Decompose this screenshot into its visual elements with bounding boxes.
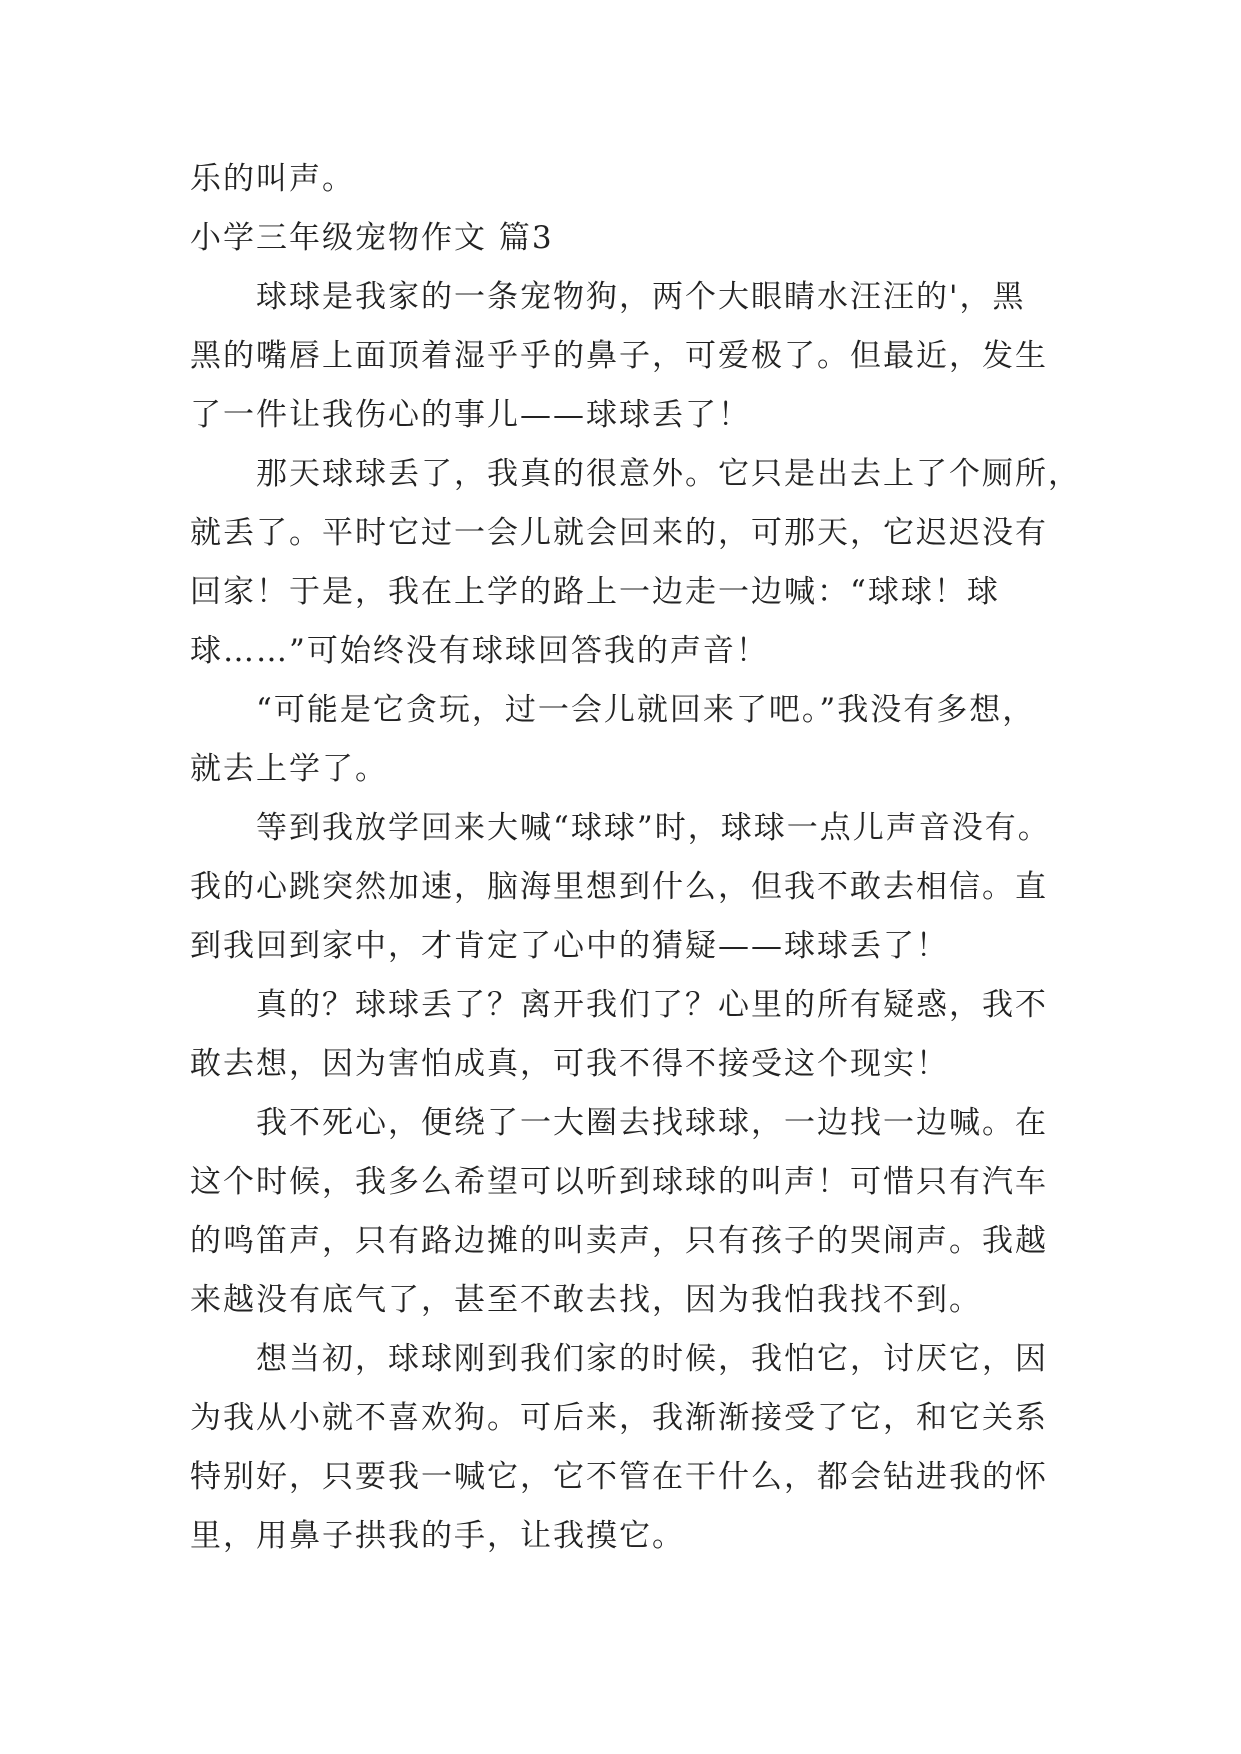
text-line: 就去上学了。 <box>190 751 388 787</box>
text-line: 里，用鼻子拱我的手，让我摸它。 <box>190 1518 685 1554</box>
text-line: 回家！于是，我在上学的路上一边走一边喊：“球球！球 <box>190 574 1000 610</box>
text-line: 就丢了。平时它过一会儿就会回来的，可那天，它迟迟没有 <box>190 515 1048 551</box>
text-line: 我的心跳突然加速，脑海里想到什么，但我不敢去相信。直 <box>190 869 1048 905</box>
paragraph-first-line: “可能是它贪玩，过一会儿就回来了吧。”我没有多想， <box>256 692 1036 728</box>
article-body <box>190 150 1081 1566</box>
text-line: 了一件让我伤心的事儿——球球丢了！ <box>190 397 751 433</box>
section-heading: 小学三年级宠物作文 篇3 <box>190 220 554 256</box>
text-line: 特别好，只要我一喊它，它不管在干什么，都会钻进我的怀 <box>190 1459 1048 1495</box>
text-line: 来越没有底气了，甚至不敢去找，因为我怕我找不到。 <box>190 1282 982 1318</box>
paragraph-first-line: 想当初，球球刚到我们家的时候，我怕它，讨厌它，因 <box>256 1341 1048 1377</box>
text-line: 乐的叫声。 <box>190 161 355 197</box>
text-line: 球……”可始终没有球球回答我的声音！ <box>190 633 769 669</box>
text-line: 的鸣笛声，只有路边摊的叫卖声，只有孩子的哭闹声。我越 <box>190 1223 1048 1259</box>
paragraph-first-line: 真的？球球丢了？离开我们了？心里的所有疑惑，我不 <box>256 987 1048 1023</box>
text-line: 为我从小就不喜欢狗。可后来，我渐渐接受了它，和它关系 <box>190 1400 1048 1436</box>
text-line: 黑的嘴唇上面顶着湿乎乎的鼻子，可爱极了。但最近，发生 <box>190 338 1048 374</box>
paragraph-first-line: 那天球球丢了，我真的很意外。它只是出去上了个厕所， <box>256 456 1081 492</box>
paragraph-first-line: 我不死心，便绕了一大圈去找球球，一边找一边喊。在 <box>256 1105 1048 1141</box>
text-line: 到我回到家中，才肯定了心中的猜疑——球球丢了！ <box>190 928 949 964</box>
text-line: 敢去想，因为害怕成真，可我不得不接受这个现实！ <box>190 1046 949 1082</box>
paragraph-first-line: 等到我放学回来大喊“球球”时，球球一点儿声音没有。 <box>256 810 1051 846</box>
text-line: 这个时候，我多么希望可以听到球球的叫声！可惜只有汽车 <box>190 1164 1048 1200</box>
paragraph-first-line: 球球是我家的一条宠物狗，两个大眼睛水汪汪的'，黑 <box>256 279 1026 315</box>
